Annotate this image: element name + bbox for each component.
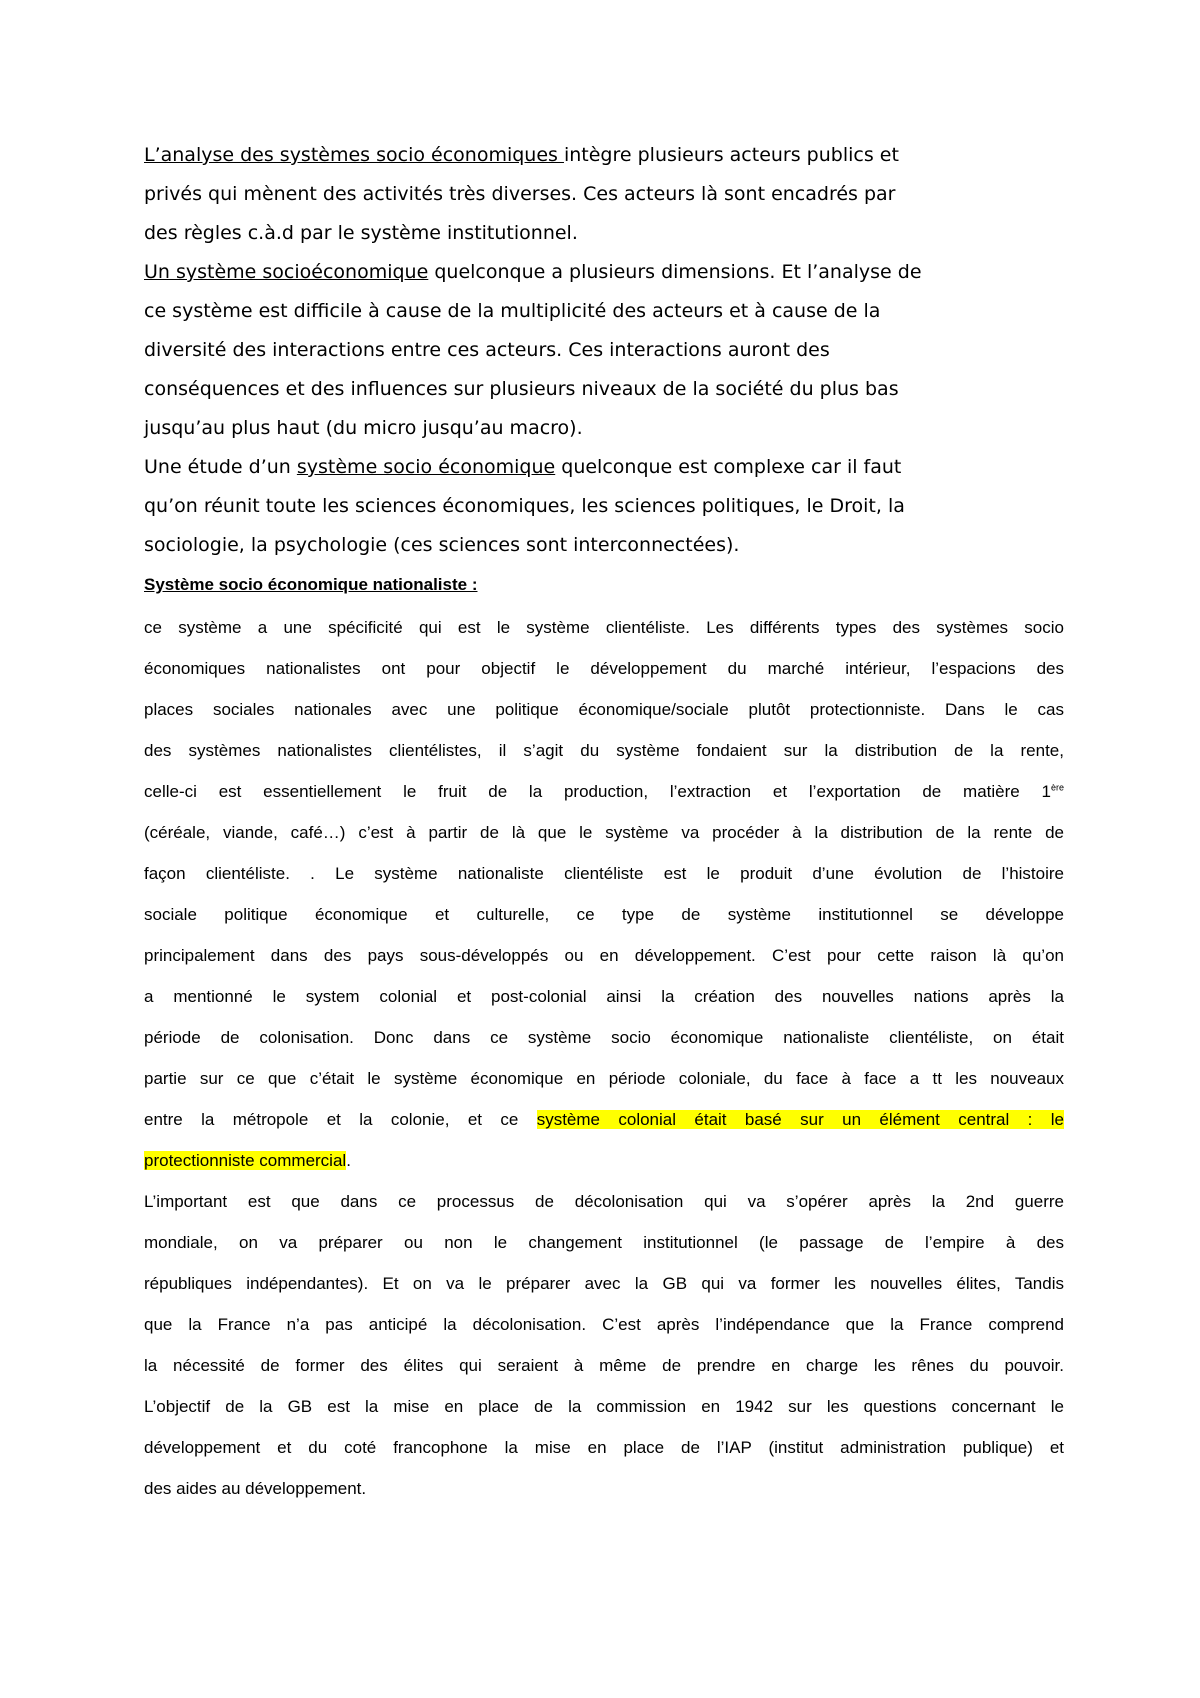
intro-paragraph xyxy=(144,136,1064,253)
text-line: sociologie, la psychologie (ces sciences sont interconnectées). xyxy=(144,534,740,556)
text-line: la nécessité de former des élites qui seraient à même de prendre en charge les rênes du pouvoir. xyxy=(144,1356,1064,1375)
section-heading: Système socio économique nationaliste : xyxy=(144,575,478,594)
text-line: économiques nationalistes ont pour objectif le développement du marché intérieur, l’espacions des xyxy=(144,659,1064,678)
text-line xyxy=(144,1099,1064,1140)
text-line: des aides au développement. xyxy=(144,1479,367,1498)
nationalist-section-body xyxy=(144,607,1064,1509)
text-line: diversité des interactions entre ces acteurs. Ces interactions auront des xyxy=(144,339,830,361)
superscript: ère xyxy=(1050,782,1064,793)
text-run: entre la métropole et la colonie, et ce xyxy=(144,1110,537,1129)
text-line: républiques indépendantes). Et on va le préparer avec la GB qui va former les nouvelles élites, Tandis xyxy=(144,1274,1064,1293)
text-line: conséquences et des influences sur plusieurs niveaux de la société du plus bas xyxy=(144,378,899,400)
study-paragraph xyxy=(144,448,1064,565)
underlined-phrase: système socio économique xyxy=(296,456,556,478)
text-run: quelconque a plusieurs dimensions. Et l’analyse de xyxy=(428,261,922,283)
highlighted-text: système colonial était basé sur un élément central : le xyxy=(536,1110,1064,1129)
text-line: privés qui mènent des activités très diverses. Ces acteurs là sont encadrés par xyxy=(144,183,896,205)
text-run: quelconque est complexe car il faut xyxy=(555,456,902,478)
text-line xyxy=(144,448,1064,487)
text-line xyxy=(144,1140,1064,1181)
text-line: mondiale, on va préparer ou non le changement institutionnel (le passage de l’empire à des xyxy=(144,1233,1064,1252)
text-line: jusqu’au plus haut (du micro jusqu’au macro). xyxy=(144,417,583,439)
text-line xyxy=(144,253,1064,292)
text-line xyxy=(144,136,1064,175)
text-line: (céréale, viande, café…) c’est à partir de là que le système va procéder à la distribution de la rente de xyxy=(144,823,1064,842)
text-run: celle-ci est essentiellement le fruit de la production, l’extraction et l’exportation de matière 1 xyxy=(144,782,1051,801)
text-line: des systèmes nationalistes clientélistes, il s’agit du système fondaient sur la distribution de la rente, xyxy=(144,741,1064,760)
text-line: que la France n’a pas anticipé la décolonisation. C’est après l’indépendance que la France comprend xyxy=(144,1315,1064,1334)
text-line: L’important est que dans ce processus de décolonisation qui va s’opérer après la 2nd guerre xyxy=(144,1192,1064,1211)
underlined-phrase: L’analyse des systèmes socio économiques xyxy=(144,144,564,166)
text-line: ce système a une spécificité qui est le système clientéliste. Les différents types des systèmes socio xyxy=(144,618,1064,637)
text-line: places sociales nationales avec une politique économique/sociale plutôt protectionniste. Dans le cas xyxy=(144,700,1064,719)
text-line: sociale politique économique et culturelle, ce type de système institutionnel se développe xyxy=(144,905,1064,924)
text-line: partie sur ce que c’était le système économique en période coloniale, du face à face a tt les nouveaux xyxy=(144,1069,1064,1088)
text-line: ce système est difficile à cause de la multiplicité des acteurs et à cause de la xyxy=(144,300,881,322)
text-line: façon clientéliste. . Le système nationaliste clientéliste est le produit d’une évolution de l’histoire xyxy=(144,864,1064,883)
text-line xyxy=(144,771,1064,812)
text-line: période de colonisation. Donc dans ce système socio économique nationaliste clientéliste, on était xyxy=(144,1028,1064,1047)
underlined-phrase: Un système socioéconomique xyxy=(144,261,429,283)
dimensions-paragraph xyxy=(144,253,1064,448)
text-line: L’objectif de la GB est la mise en place de la commission en 1942 sur les questions concernant le xyxy=(144,1397,1064,1416)
text-run: . xyxy=(346,1151,351,1170)
text-run: intègre plusieurs acteurs publics et xyxy=(563,144,899,166)
text-line: qu’on réunit toute les sciences économiques, les sciences politiques, le Droit, la xyxy=(144,495,905,517)
highlighted-text: protectionniste commercial xyxy=(144,1151,347,1170)
text-line: des règles c.à.d par le système institutionnel. xyxy=(144,222,578,244)
text-run: Une étude d’un xyxy=(144,456,297,478)
text-line: a mentionné le system colonial et post-colonial ainsi la création des nouvelles nations après la xyxy=(144,987,1064,1006)
text-line: principalement dans des pays sous-développés ou en développement. C’est pour cette raison là qu’on xyxy=(144,946,1064,965)
text-line: développement et du coté francophone la mise en place de l’IAP (institut administration publique) et xyxy=(144,1438,1064,1457)
